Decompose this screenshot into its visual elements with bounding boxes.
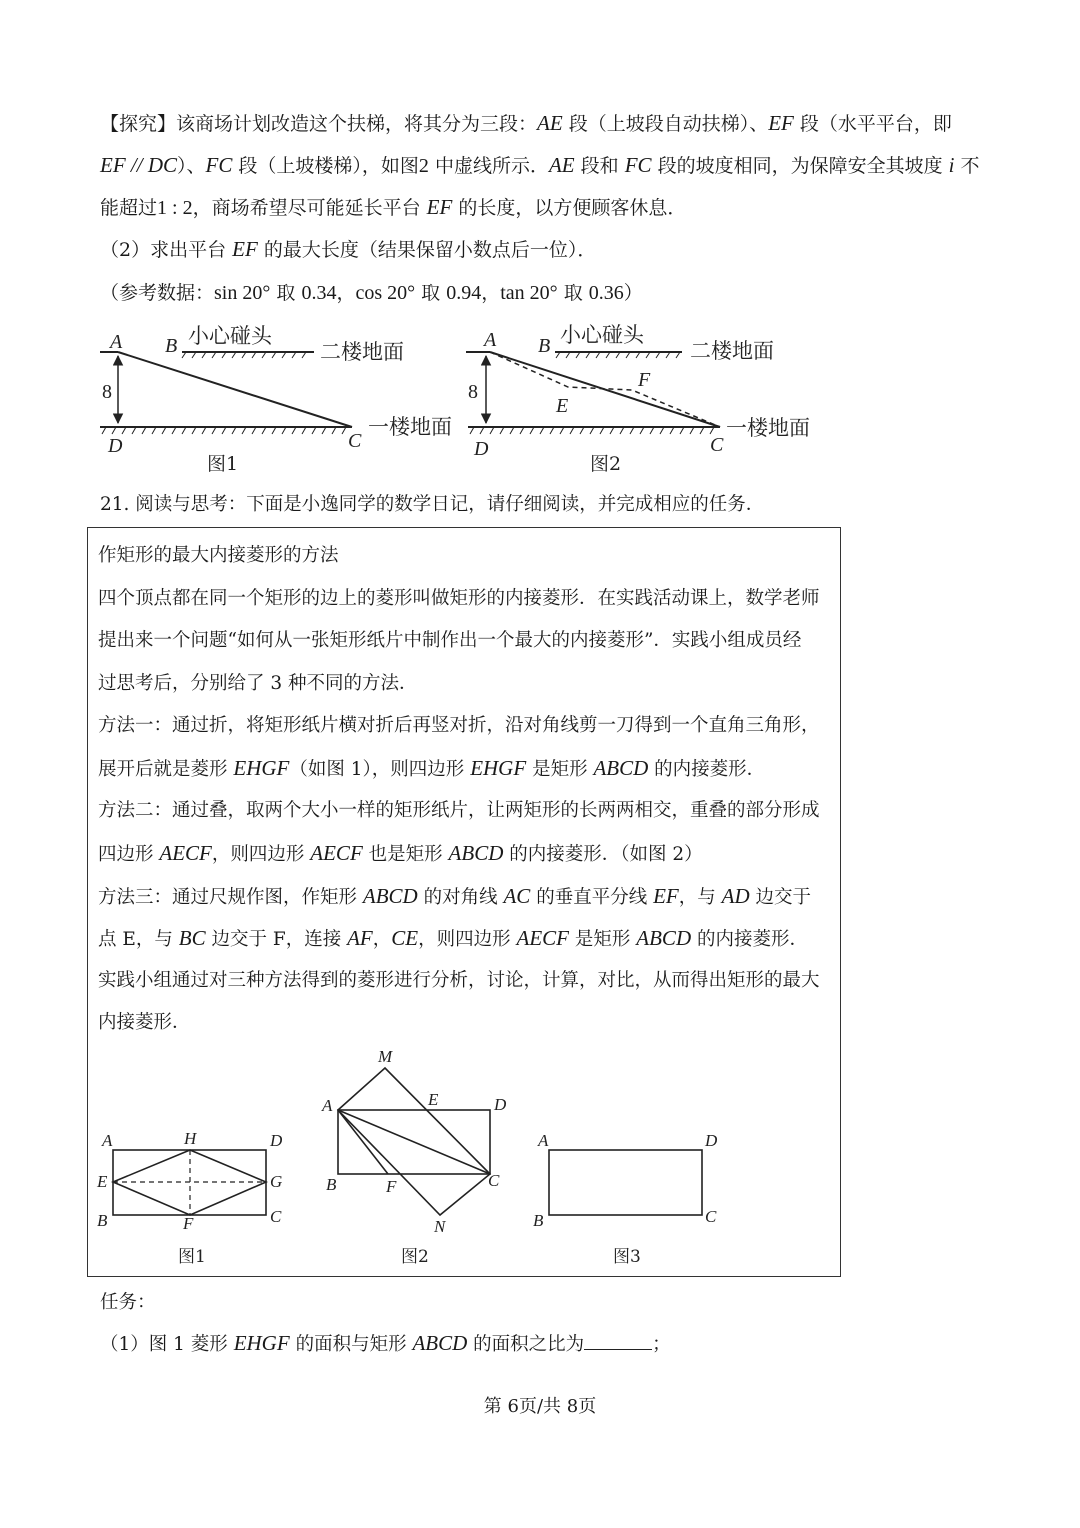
var-AC: AC	[503, 884, 531, 908]
text: ；	[652, 1334, 671, 1355]
label-F: F	[386, 1177, 397, 1196]
label-A: A	[322, 1096, 333, 1115]
label-C: C	[270, 1207, 282, 1226]
var-EF: EF	[653, 884, 679, 908]
text: （如图 1），则四边形	[289, 759, 471, 780]
label-D: D	[494, 1095, 507, 1114]
var-AECF: AECF	[159, 841, 212, 865]
var-EHGF: EHGF	[470, 756, 527, 780]
var-FC: FC	[624, 153, 652, 177]
text: 取	[270, 282, 302, 304]
label-A: A	[110, 331, 123, 353]
text: 点 E，与	[98, 929, 179, 950]
answer-blank[interactable]	[584, 1331, 652, 1350]
label-M: M	[378, 1047, 393, 1066]
label-N: N	[434, 1217, 446, 1236]
text: ）、	[177, 155, 206, 177]
label-E: E	[97, 1172, 108, 1191]
floor1-text: 一楼地面	[726, 416, 810, 440]
label-E: E	[556, 395, 569, 417]
var-ABCD: ABCD	[412, 1331, 468, 1355]
text: ）	[623, 282, 643, 304]
caption-fig3: 图3	[613, 1247, 641, 1267]
floor2-text: 二楼地面	[690, 339, 774, 363]
label-C: C	[348, 430, 362, 452]
var-ABCD: ABCD	[636, 926, 692, 950]
label-A: A	[102, 1131, 113, 1150]
caption-fig2: 图2	[401, 1247, 429, 1267]
diary-p3: 过思考后，分别给了 3 种不同的方法．	[98, 673, 418, 694]
text: 中虚线所示．	[428, 155, 549, 177]
var-CE: CE	[391, 926, 419, 950]
label-D: D	[705, 1131, 718, 1150]
caution-text: 小心碰头	[188, 324, 272, 348]
text: 是矩形	[569, 929, 637, 950]
text: 的面积与矩形	[289, 1334, 413, 1355]
ratio: 1 : 2	[157, 197, 193, 219]
var-i: i	[948, 153, 955, 177]
label-A: A	[484, 329, 497, 351]
math-EF-parallel-DC: EF // DC	[100, 153, 177, 177]
diary-p2: 提出来一个问题“如何从一张矩形纸片中制作出一个最大的内接菱形”．实践小组成员经	[98, 630, 802, 651]
diary-title: 作矩形的最大内接菱形的方法	[98, 545, 339, 566]
text: 【探究】该商场计划改造这个扶梯，将其分为三段：	[100, 113, 538, 135]
conclusion-1: 实践小组通过对三种方法得到的菱形进行分析，讨论，计算，对比，从而得出矩形的最大	[98, 970, 820, 991]
label-C: C	[710, 434, 724, 456]
var-EF: EF	[232, 237, 258, 261]
caption-fig2: 图2	[590, 453, 622, 475]
var-AE: AE	[537, 111, 563, 135]
text: 段和	[574, 155, 625, 177]
text: 展开后就是菱形	[98, 759, 234, 780]
label-B: B	[165, 335, 178, 357]
label-C: C	[488, 1171, 500, 1190]
var-EF: EF	[426, 195, 453, 219]
text: 的长度，以方便顾客休息．	[452, 197, 687, 219]
text: ，则四边形	[211, 844, 311, 865]
text: ，	[481, 282, 501, 304]
page-footer: 第 6页/共 8页	[483, 1396, 597, 1417]
label-F: F	[638, 369, 651, 391]
text: 边交于 F，连接	[205, 929, 348, 950]
value: 0.94	[446, 282, 482, 304]
var-BC: BC	[178, 926, 206, 950]
text: 四边形	[98, 844, 160, 865]
diary-p1: 四个顶点都在同一个矩形的边上的菱形叫做矩形的内接菱形．在实践活动课上，数学老师	[98, 588, 820, 609]
text: （2）求出平台	[100, 239, 233, 261]
var-ABCD: ABCD	[448, 841, 504, 865]
text: 取	[415, 282, 447, 304]
text: 段（上坡楼梯），如图	[232, 155, 419, 177]
cos: cos 20°	[355, 282, 416, 304]
label-D: D	[270, 1131, 283, 1150]
figure-3-rect	[549, 1150, 702, 1215]
tasks-label: 任务：	[100, 1292, 156, 1313]
var-ABCD: ABCD	[362, 884, 418, 908]
text: 的内接菱形．	[648, 759, 766, 780]
q21-intro: 21. 阅读与思考：下面是小逸同学的数学日记，请仔细阅读，并完成相应的任务．	[100, 494, 765, 515]
var-AE: AE	[548, 153, 575, 177]
conclusion-2: 内接菱形．	[98, 1012, 191, 1033]
var-EF: EF	[768, 111, 794, 135]
label-B: B	[97, 1211, 108, 1230]
text: ，与	[678, 887, 722, 908]
text: 的对角线	[417, 887, 504, 908]
label-A: A	[538, 1131, 549, 1150]
value: 0.36	[588, 282, 624, 304]
height-label: 8	[102, 381, 112, 403]
text: 方法三：通过尺规作图，作矩形	[98, 887, 363, 908]
task-1	[100, 1330, 671, 1358]
text: 不	[954, 155, 980, 177]
text: 段（上坡段自动扶梯）、	[562, 113, 769, 135]
segment-AF	[338, 1110, 388, 1174]
text: ，	[372, 929, 392, 950]
sin: sin 20°	[214, 282, 271, 304]
text: 的垂直平分线	[530, 887, 654, 908]
height-label: 8	[468, 381, 478, 403]
label-H: H	[184, 1129, 197, 1148]
label-B: B	[538, 335, 551, 357]
label-B: B	[533, 1211, 544, 1230]
text: 段（水平平台，即	[793, 113, 952, 135]
var-AD: AD	[721, 884, 750, 908]
var-ABCD: ABCD	[593, 756, 649, 780]
label-G: G	[270, 1172, 283, 1191]
label-D: D	[474, 438, 489, 460]
rect-ABCD	[549, 1150, 702, 1215]
var-EHGF: EHGF	[233, 756, 290, 780]
text: 是矩形	[526, 759, 594, 780]
text: 能超过	[100, 197, 158, 219]
var-EHGF: EHGF	[233, 1331, 290, 1355]
var-AECF: AECF	[310, 841, 363, 865]
label-B: B	[326, 1175, 337, 1194]
method1-a: 方法一：通过折，将矩形纸片横对折后再竖对折，沿对角线剪一刀得到一个直角三角形，	[98, 715, 820, 736]
value: 0.34	[301, 282, 337, 304]
text: 也是矩形	[362, 844, 449, 865]
label-F: F	[183, 1214, 194, 1233]
label-C: C	[705, 1207, 717, 1226]
text: ，商场希望尽可能延长平台	[192, 197, 427, 219]
method2-a: 方法二：通过叠，取两个大小一样的矩形纸片，让两矩形的长两两相交，重叠的部分形成	[98, 800, 820, 821]
text: 的内接菱形．（如图 2）	[503, 844, 703, 865]
text: 取	[557, 282, 589, 304]
var-AECF: AECF	[516, 926, 570, 950]
diagonal-AC	[338, 1110, 490, 1174]
tan: tan 20°	[500, 282, 558, 304]
var-AF: AF	[347, 926, 373, 950]
figure-2-rhombus	[338, 1068, 490, 1215]
text: ，	[336, 282, 356, 304]
text: 段的坡度相同，为保障安全其坡度	[651, 155, 949, 177]
text: 边交于	[749, 887, 812, 908]
label-E: E	[428, 1090, 439, 1109]
text: （1）图 1 菱形	[100, 1334, 234, 1355]
floor2-text: 二楼地面	[320, 340, 404, 364]
caption-fig1: 图1	[178, 1247, 206, 1267]
text: 的内接菱形．	[691, 929, 808, 950]
num: 2	[418, 155, 429, 177]
floor1-text: 一楼地面	[368, 415, 452, 439]
text: 的面积之比为	[467, 1334, 585, 1355]
var-FC: FC	[205, 153, 233, 177]
text: （参考数据：	[100, 282, 215, 304]
figure-1-rhombus	[113, 1150, 266, 1215]
label-D: D	[108, 435, 123, 457]
text: ，则四边形	[418, 929, 517, 950]
text: 的最大长度（结果保留小数点后一位）．	[257, 239, 597, 261]
caution-text: 小心碰头	[560, 323, 644, 347]
caption-fig1: 图1	[207, 453, 239, 475]
